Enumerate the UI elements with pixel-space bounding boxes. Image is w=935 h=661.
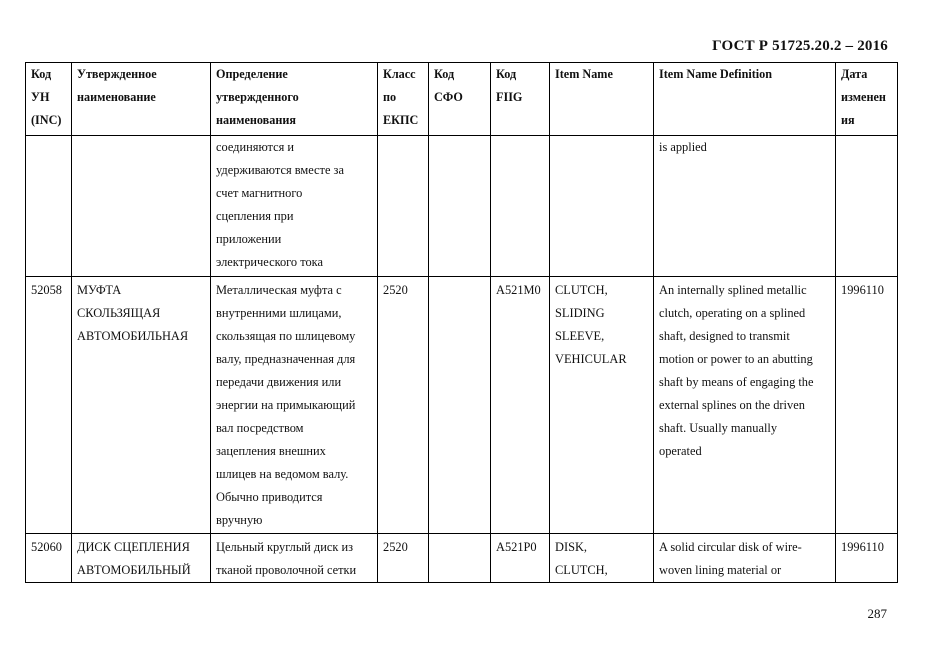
cell-sfo (429, 136, 491, 277)
table-row (26, 277, 898, 534)
cell-date: 1996110 (836, 534, 898, 583)
cell-sfo (429, 534, 491, 583)
cell-definition-ru: Металлическая муфта с внутренними шлицами, скользящая по шлицевому валу, предназначенная для передачи движения или энергии на примыкающий вал посредством зацепления внешних шлицев на ведомом валу. Обычно приводится вручную (211, 277, 378, 534)
page-number: 287 (867, 606, 887, 621)
cell-class (378, 136, 429, 277)
header-definition-ru: Определение утвержденного наименования (211, 63, 378, 136)
table-row (26, 534, 898, 583)
cell-inc: 52060 (26, 534, 72, 583)
cell-item-name: CLUTCH, SLIDING SLEEVE, VEHICULAR (550, 277, 654, 534)
cell-class: 2520 (378, 534, 429, 583)
header-approved-name: Утвержденное наименование (72, 63, 211, 136)
table-header-row (26, 63, 898, 136)
header-inc: Код УН (INC) (26, 63, 72, 136)
cell-definition-ru: Цельный круглый диск из тканой проволочной сетки (211, 534, 378, 583)
cell-fiig: A521P0 (491, 534, 550, 583)
cell-inc (26, 136, 72, 277)
cell-fiig (491, 136, 550, 277)
cell-date: 1996110 (836, 277, 898, 534)
cell-item-definition: A solid circular disk of wire- woven lining material or (654, 534, 836, 583)
cell-item-definition: is applied (654, 136, 836, 277)
header-class: Класс по ЕКПС (378, 63, 429, 136)
cell-sfo (429, 277, 491, 534)
cell-fiig: A521M0 (491, 277, 550, 534)
cell-class: 2520 (378, 277, 429, 534)
cell-item-name: DISK, CLUTCH, (550, 534, 654, 583)
cell-approved-name: МУФТА СКОЛЬЗЯЩАЯ АВТОМОБИЛЬНАЯ (72, 277, 211, 534)
cell-date (836, 136, 898, 277)
cell-definition-ru: соединяются и удерживаются вместе за счет магнитного сцепления при приложении электрического тока (211, 136, 378, 277)
cell-item-definition: An internally splined metallic clutch, operating on a splined shaft, designed to transmit motion or power to an abutting shaft by means of engaging the external splines on the driven shaft. Usually manually operated (654, 277, 836, 534)
header-sfo: Код СФО (429, 63, 491, 136)
document-title: ГОСТ Р 51725.20.2 – 2016 (712, 38, 888, 54)
header-fiig: Код FIIG (491, 63, 550, 136)
cell-approved-name (72, 136, 211, 277)
header-item-definition: Item Name Definition (654, 63, 836, 136)
catalog-table (25, 62, 898, 583)
table-row (26, 136, 898, 277)
header-date: Дата изменен ия (836, 63, 898, 136)
cell-item-name (550, 136, 654, 277)
header-item-name: Item Name (550, 63, 654, 136)
cell-approved-name: ДИСК СЦЕПЛЕНИЯ АВТОМОБИЛЬНЫЙ (72, 534, 211, 583)
cell-inc: 52058 (26, 277, 72, 534)
